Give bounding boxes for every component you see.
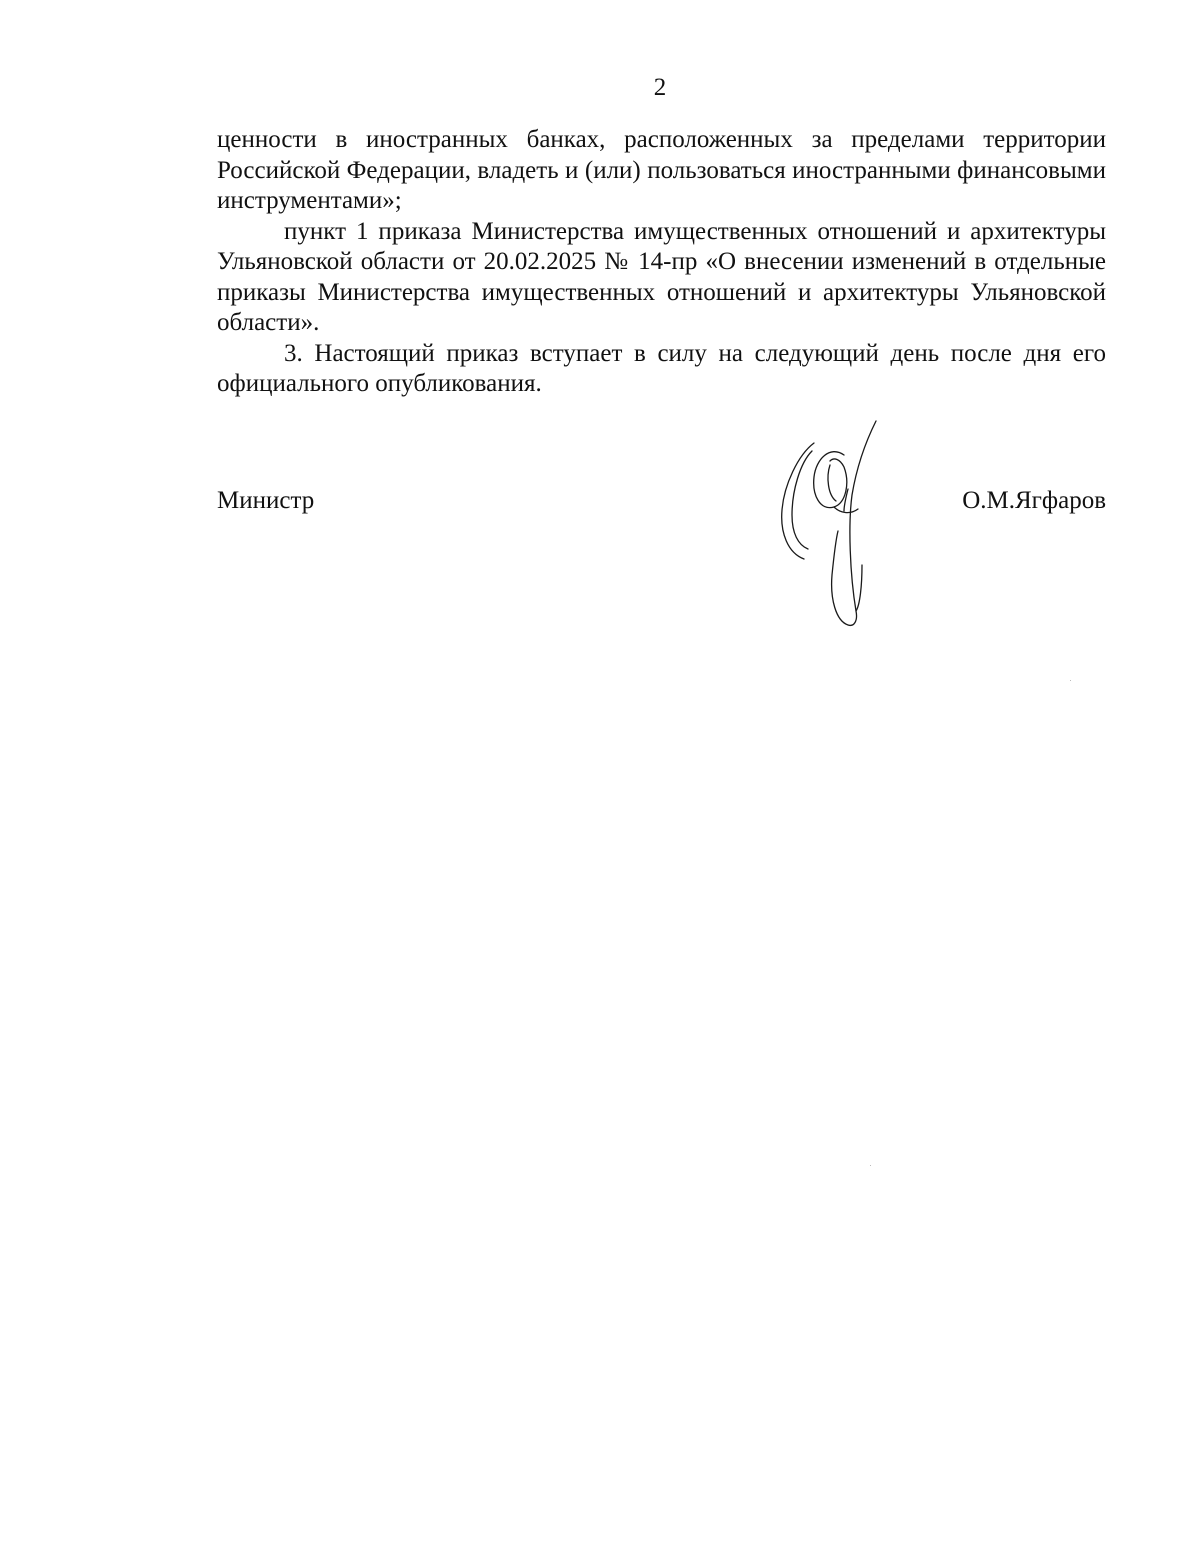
- document-body: [217, 125, 1106, 400]
- page-number: 2: [653, 74, 667, 101]
- scan-speck: [870, 1165, 871, 1166]
- paragraph-effective-date: 3. Настоящий приказ вступает в силу на следующий день после дня его официального опубликования.: [217, 339, 1106, 397]
- scan-speck: [1070, 680, 1071, 681]
- handwritten-signature: [770, 415, 890, 635]
- signature-role: Министр: [217, 487, 315, 514]
- paragraph-repealed-item: пункт 1 приказа Министерства имущественных отношений и архитектуры Ульяновской области от 20.02.2025 № 14-пр «О внесении изменений в отдельные приказы Министерства имущественных отношений и архитектуры Ульяновской области».: [217, 217, 1106, 336]
- signatory-name: О.М.Ягфаров: [962, 487, 1106, 514]
- paragraph-continuation: ценности в иностранных банках, расположенных за пределами территории Российской Федерации, владеть и (или) пользоваться иностранными финансовыми инструментами»;: [217, 126, 1106, 214]
